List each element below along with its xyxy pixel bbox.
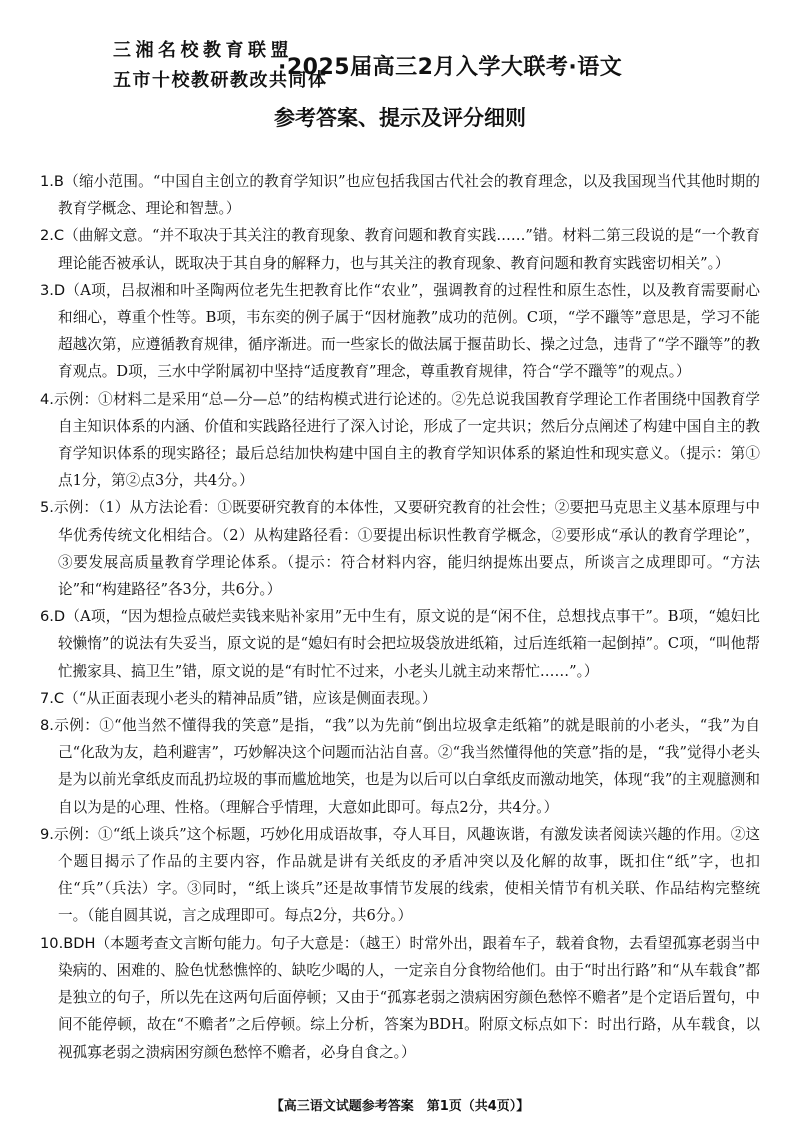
answer-item-8 <box>40 712 760 821</box>
answer-item-4 <box>40 386 760 495</box>
answer-number: 5. <box>40 499 54 517</box>
answer-number: 10.BDH <box>40 934 96 952</box>
exam-title: ·2025届高三2月入学大联考·语文 <box>278 55 623 80</box>
answer-text: （曲解文意。“并不取决于其关注的教育现象、教育问题和教育实践……”错。材料二第三段说的是“一个教育理论能否被承认，既取决于其自身的解释力，也与其关注的教育现象、教育问题和教育实践密切相关”。） <box>58 227 760 272</box>
answer-item-1 <box>40 168 760 222</box>
answer-item-3 <box>40 277 760 386</box>
answer-text: 示例：①“纸上谈兵”这个标题，巧妙化用成语故事，夺人耳目，风趣诙谐，有激发读者阅读兴趣的作用。②这个题目揭示了作品的主要内容，作品就是讲有关纸皮的矛盾冲突以及化解的故事，既扣住“纸”字，也扣住“兵”（兵法）字。③同时，“纸上谈兵”还是故事情节发展的线索，使相关情节有机关联、作品结构完整统一。（能自圆其说，言之成理即可。每点2分，共6分。） <box>53 825 760 925</box>
answer-text: （本题考查文言断句能力。句子大意是：（越王）时常外出，跟着车子，载着食物，去看望孤寡老弱当中染病的、困难的、脸色忧愁憔悴的、缺吃少喝的人，一定亲自分食物给他们。由于“时出行路”和“从车载食”都是独立的句子，所以先在这两句后面停顿；又由于“孤寡老弱之溃病困穷颜色愁悴不赡者”是个定语后置句，中间不能停顿，故在“不赡者”之后停顿。综上分析，答案为BDH。附原文标点如下：时出行路，从车载食，以视孤寡老弱之溃病困穷颜色愁悴不赡者，必身自食之。） <box>58 934 760 1061</box>
org-name-line1: 三湘名校教育联盟 <box>113 40 293 61</box>
answer-text: （“从正面表现小老头的精神品质”错，应该是侧面表现。） <box>64 689 437 707</box>
page-subtitle: 参考答案、提示及评分细则 <box>274 106 526 130</box>
answer-number: 6.D <box>40 608 66 626</box>
answer-text: 示例：（1）从方法论看：①既要研究教育的本体性，又要研究教育的社会性；②要把马克思主义基本原理与中华优秀传统文化相结合。（2）从构建路径看：①要提出标识性教育学概念，②要形成“承认的教育学理论”，③要发展高质量教育学理论体系。（提示：符合材料内容，能归纳提炼出要点，所谈言之成理即可。“方法论”和“构建路径”各3分，共6分。） <box>53 499 760 599</box>
answer-text: （缩小范围。“中国自主创立的教育学知识”也应包括我国古代社会的教育理念，以及我国现当代其他时期的教育学概念、理论和智慧。） <box>58 173 760 218</box>
answer-list <box>40 168 760 1066</box>
answer-item-6 <box>40 603 760 685</box>
page-header <box>0 36 800 106</box>
page-footer: 【高三语文试题参考答案 第1页（共4页）】 <box>270 1099 530 1114</box>
answer-number: 1.B <box>40 173 64 190</box>
answer-number: 9. <box>40 825 54 843</box>
answer-text: （A项，“因为想捡点破烂卖钱来贴补家用”无中生有，原文说的是“闲不住，总想找点事干”。B项，“媳妇比较懒惰”的说法有失妥当，原文说的是“媳妇有时会把垃圾袋放进纸箱，过后连纸箱一起倒掉”。C项，“叫他帮忙搬家具、搞卫生”错，原文说的是“有时忙不过来，小老头儿就主动来帮忙……”。） <box>58 608 760 680</box>
answer-number: 7.C <box>40 689 65 707</box>
answer-number: 3.D <box>40 281 66 299</box>
answer-item-2 <box>40 222 760 276</box>
answer-item-7 <box>40 685 760 712</box>
answer-item-10 <box>40 930 760 1066</box>
answer-text: 示例：①“他当然不懂得我的笑意”是指，“我”以为先前“倒出垃圾拿走纸箱”的就是眼前的小老头，“我”为自己“化敌为友，趋利避害”，巧妙解决这个问题而沾沾自喜。②“我当然懂得他的笑意”指的是，“我”觉得小老头是为以前光拿纸皮而乱扔垃圾的事而尴尬地笑，也是为以后可以白拿纸皮而激动地笑，体现“我”的主观臆测和自以为是的心理、性格。（理解合乎情理，大意如此即可。每点2分，共4分。） <box>53 717 760 816</box>
answer-number: 8. <box>40 717 54 735</box>
answer-text: 示例：①材料二是采用“总—分—总”的结构模式进行论述的。②先总说我国教育学理论工作者围绕中国教育学自主知识体系的内涵、价值和实践路径进行了深入讨论，形成了一定共识；然后分点阐述了构建中国自主的教育学知识体系的现实路径；最后总结加快构建中国自主的教育学知识体系的紧迫性和现实意义。（提示：第①点1分，第②点3分，共4分。） <box>53 390 760 490</box>
answer-item-9 <box>40 821 760 930</box>
answer-item-5 <box>40 494 760 603</box>
answer-number: 4. <box>40 390 54 408</box>
answer-text: （A项，吕叔湘和叶圣陶两位老先生把教育比作“农业”，强调教育的过程性和原生态性，以及教育需要耐心和细心，尊重个性等。B项，韦东奕的例子属于“因材施教”成功的范例。C项，“学不躐等”意思是，学习不能超越次第，应遵循教育规律，循序渐进。而一些家长的做法属于揠苗助长、操之过急，违背了“学不躐等”的教育观点。D项，三水中学附属初中坚持“适度教育”理念，尊重教育规律，符合“学不躐等”的观点。） <box>58 281 760 381</box>
answer-number: 2.C <box>40 227 65 245</box>
org-name-line2: 五市十校教研教改共同体 <box>113 70 328 91</box>
